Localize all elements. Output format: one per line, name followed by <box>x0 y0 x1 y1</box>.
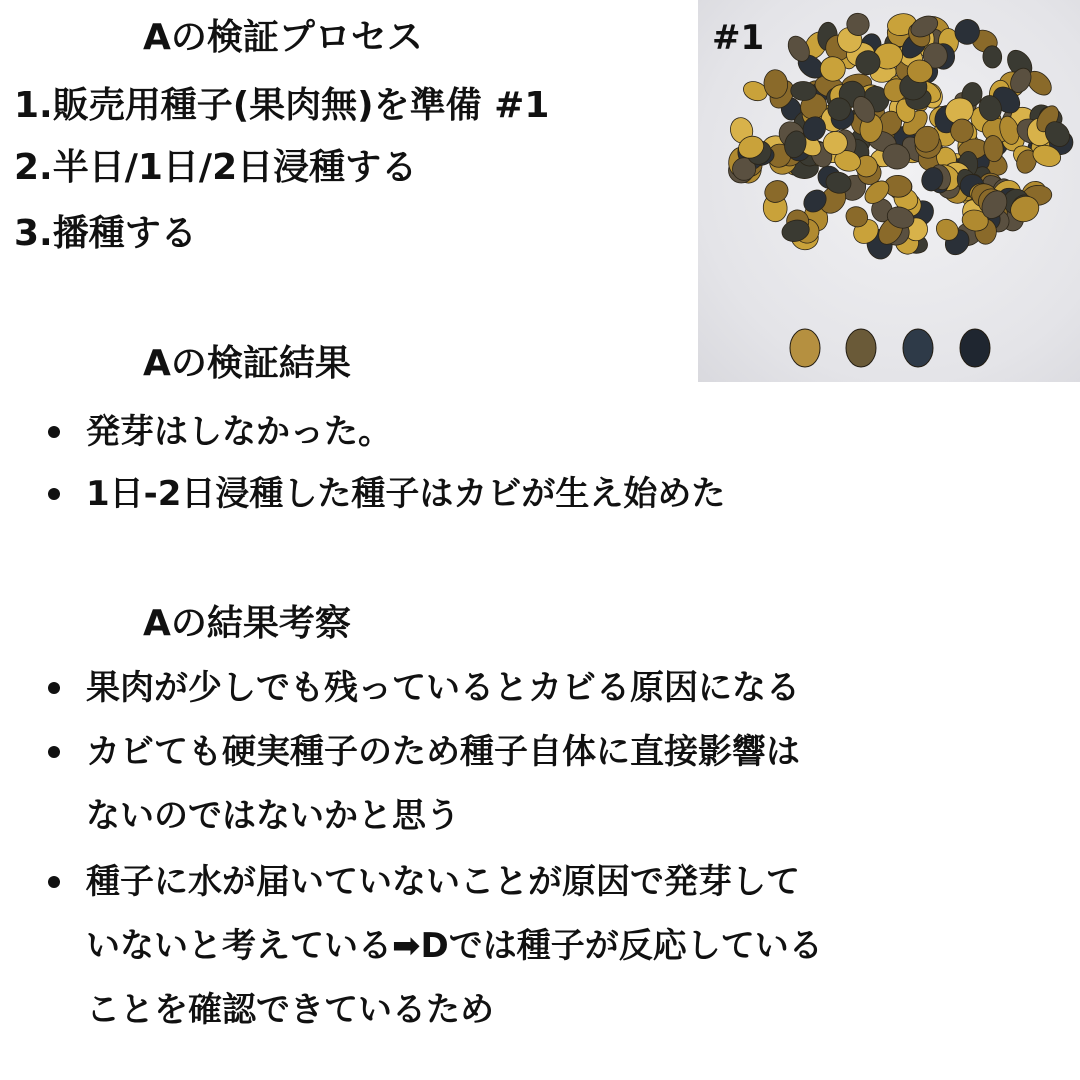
sample-seed <box>846 329 876 367</box>
discussion-heading: Aの結果考察 <box>143 603 351 644</box>
seed <box>982 45 1002 68</box>
discussion-bullet-3-continued-1: いないと考えている➡Dでは種子が反応している <box>86 926 823 966</box>
discussion-bullet-2-continued: ないのではないかと思う <box>86 796 460 836</box>
discussion-bullet-3-continued-2: ことを確認できているため <box>86 990 494 1030</box>
bullet-text: 種子に水が届いていないことが原因で発芽して <box>86 862 800 902</box>
sample-seed <box>903 329 933 367</box>
sample-seed <box>790 329 820 367</box>
bullet-text: 1日-2日浸種した種子はカビが生え始めた <box>86 474 726 514</box>
photo-label: #1 <box>712 18 765 58</box>
process-heading: Aの検証プロセス <box>143 17 423 58</box>
bullet-text: カビても硬実種子のため種子自体に直接影響は <box>86 732 800 772</box>
bullet-dot <box>48 876 60 888</box>
bullet-dot <box>48 682 60 694</box>
process-step-2: 2.半日/1日/2日浸種する <box>14 147 418 188</box>
bullet-text: 果肉が少しでも残っているとカビる原因になる <box>86 668 800 708</box>
sample-seed <box>960 329 990 367</box>
bullet-dot <box>48 426 60 438</box>
process-step-1: 1.販売用種子(果肉無)を準備 #1 <box>14 85 550 126</box>
bullet-text: 発芽はしなかった。 <box>86 412 392 452</box>
results-heading: Aの検証結果 <box>143 343 351 384</box>
bullet-dot <box>48 488 60 500</box>
process-step-3: 3.播種する <box>14 213 197 254</box>
bullet-dot <box>48 746 60 758</box>
